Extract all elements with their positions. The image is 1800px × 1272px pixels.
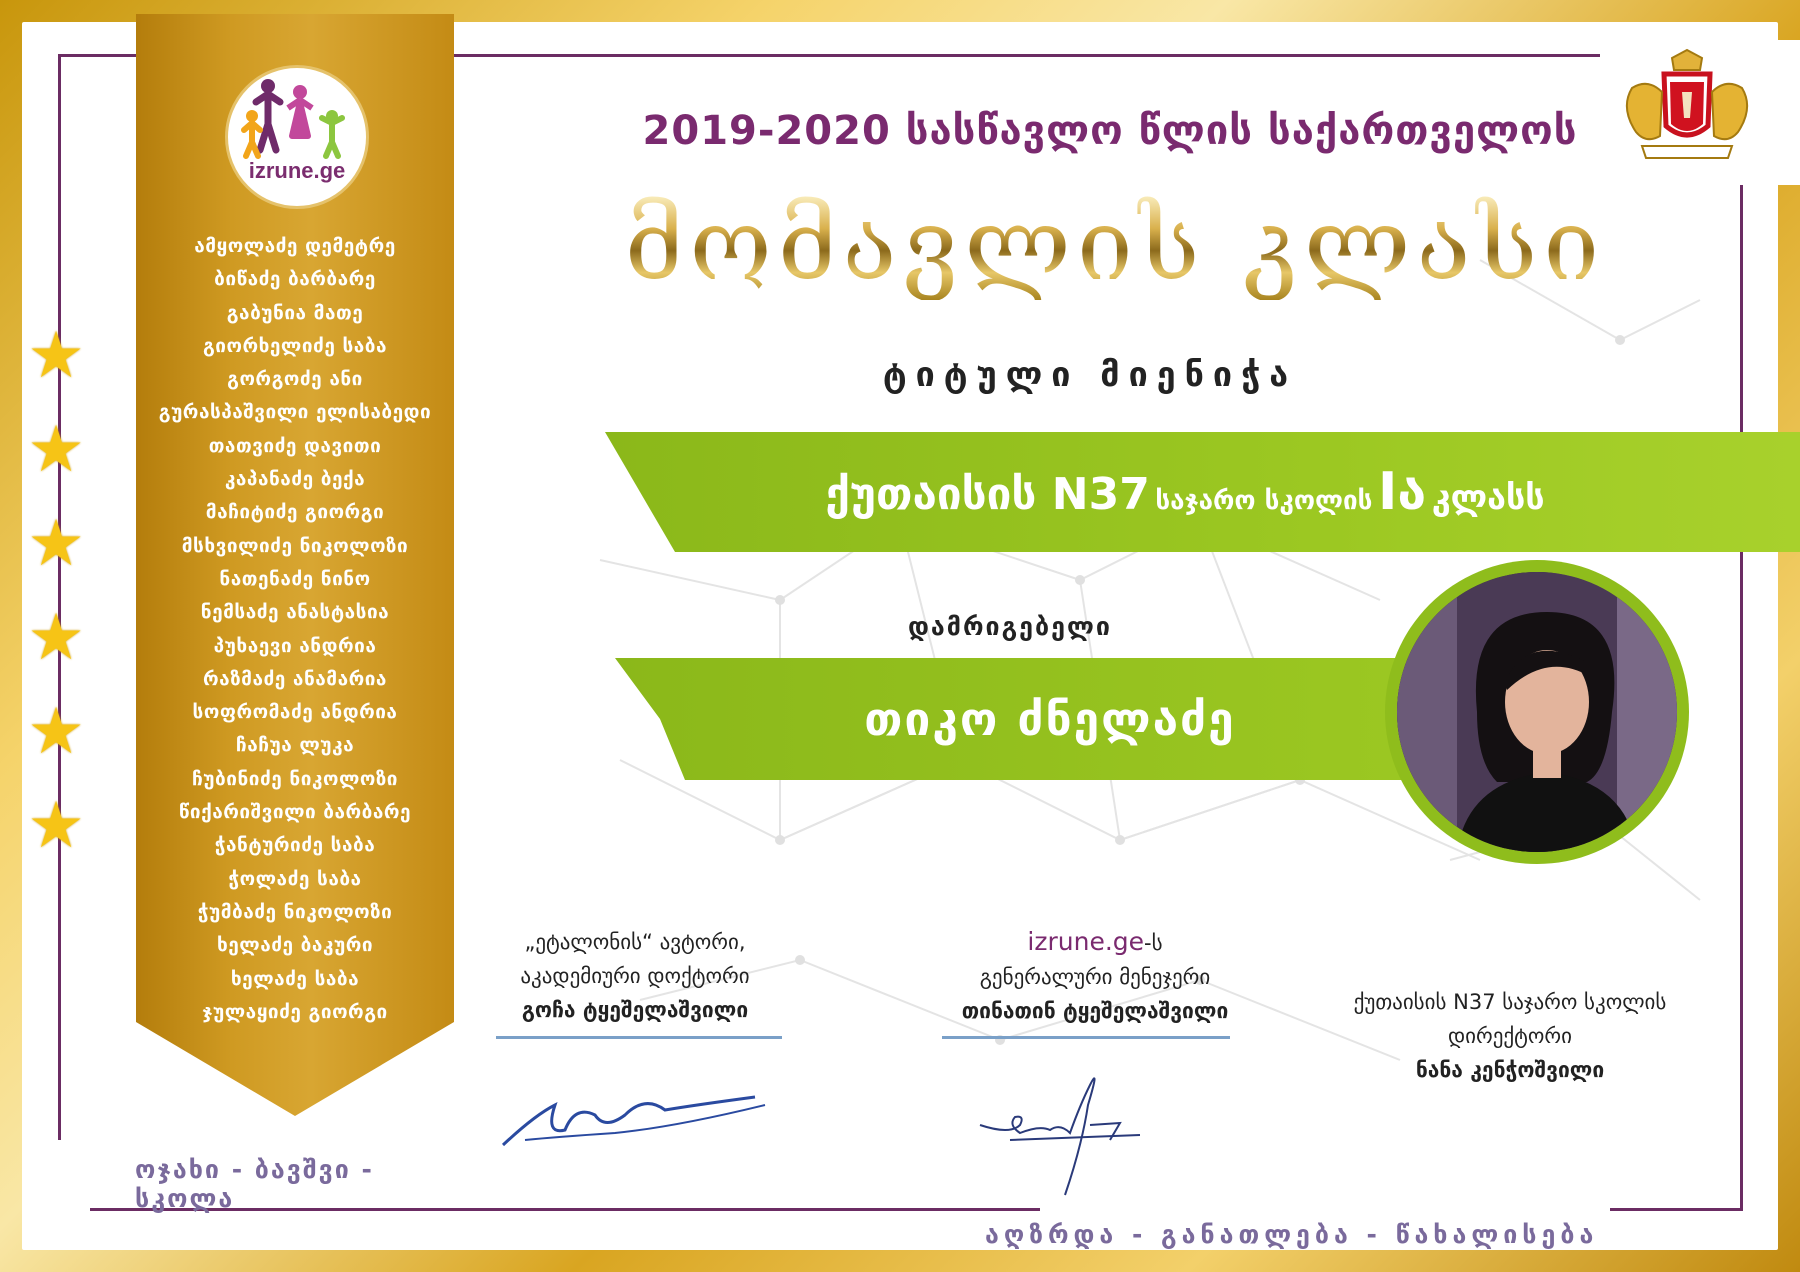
student-name: ჩუბინიძე ნიკოლოზი [192, 767, 398, 790]
signature-line [942, 1036, 1230, 1039]
student-name: ხელაძე ბაკური [216, 934, 374, 957]
student-name: წიქარიშვილი ბარბარე [178, 801, 412, 824]
frame-gap-right-top [1743, 190, 1747, 410]
director-school: ქუთაისის N37 საჯარო სკოლის [1353, 990, 1667, 1014]
year-title: 2019-2020 სასწავლო წლის საქართველოს [642, 108, 1578, 154]
student-name: გაბუნია მათე [226, 301, 364, 324]
manager-name: თინათინ ტყეშელაშვილი [961, 999, 1229, 1023]
handwritten-signature-author [495, 1075, 775, 1155]
school-type: საჯარო სკოლის [1155, 486, 1373, 516]
motto-left: ოჯახი - ბავშვი - სკოლა [135, 1155, 374, 1213]
awarded-label: ტიტული მიენიჭა [882, 355, 1298, 395]
student-name: გურასპაშვილი ელისაბედი [158, 401, 432, 424]
class-name: Iა [1377, 462, 1427, 522]
student-name: ბიწაძე ბარბარე [214, 268, 376, 291]
motto-bottom: აღზრდა - განათლება - წახალისება [985, 1220, 1599, 1249]
author-role: „ეტალონის“ ავტორი, [524, 930, 746, 954]
student-name: გიორხელიძე საბა [202, 334, 388, 357]
logo-text: izrune.ge [248, 158, 346, 183]
brand-name: izrune.ge [1027, 927, 1145, 956]
student-name: სოფრომაძე ანდრია [192, 701, 398, 724]
frame-gap-bottom-left [40, 1140, 90, 1220]
star-icon: ★ [27, 695, 85, 769]
student-name: ნემსაძე ანასტასია [200, 601, 390, 624]
student-name: გორგოძე ანი [227, 368, 363, 391]
student-name: ამყოლაძე დემეტრე [194, 235, 396, 257]
handwritten-signature-manager [970, 1045, 1170, 1205]
brand-suffix: -ს [1144, 931, 1163, 955]
student-name: ჭოლაძე საბა [228, 867, 362, 890]
student-name: ხელაძე საბა [230, 967, 360, 990]
student-name: მსხვილიძე ნიკოლოზი [181, 534, 409, 557]
manager-role: გენერალური მენეჯერი [979, 965, 1211, 989]
signature-block-director [1320, 985, 1700, 1087]
student-name: ჭუმბაძე ნიკოლოზი [197, 900, 393, 923]
student-name: ნათენაძე ნინო [219, 567, 371, 590]
student-name: კაპანაძე ბექა [224, 468, 366, 491]
izrune-logo [225, 65, 369, 209]
teacher-label: დამრიგებელი [908, 612, 1112, 641]
school-city-number: ქუთაისის N37 [825, 469, 1150, 520]
student-name: მაჩიტიძე გიორგი [205, 501, 385, 524]
student-name: პუხაევი ანდრია [213, 634, 377, 657]
school-text [700, 432, 1670, 552]
author-name: გოჩა ტყეშელაშვილი [521, 998, 749, 1022]
student-list [136, 230, 454, 1029]
student-name: რაზმაძე ანამარია [203, 667, 387, 690]
frame-gap-right-mid [1743, 540, 1747, 800]
teacher-portrait-image [1397, 572, 1677, 852]
teacher-name: თიკო ძნელაძე [864, 692, 1236, 746]
student-name: ჯულაყიძე გიორგი [202, 1000, 388, 1023]
director-role: დირექტორი [1447, 1024, 1573, 1048]
star-icon: ★ [27, 789, 85, 863]
star-icon: ★ [27, 413, 85, 487]
class-word: კლასს [1431, 478, 1545, 518]
signature-line [496, 1036, 782, 1039]
star-icon: ★ [27, 601, 85, 675]
student-name: თათვიძე დავითი [208, 434, 382, 457]
main-title: მომავლის კლასი [560, 190, 1670, 300]
star-icon: ★ [27, 319, 85, 393]
signature-block-author [480, 925, 790, 1027]
author-degree: აკადემიური დოქტორი [520, 964, 750, 988]
director-name: ნანა კენჭოშვილი [1415, 1058, 1605, 1082]
family-figures-icon [228, 72, 366, 162]
teacher-photo [1397, 572, 1677, 852]
student-name: ჩაჩუა ლუკა [235, 734, 355, 757]
student-name: ჭანტურიძე საბა [214, 834, 376, 857]
signature-block-manager [930, 925, 1260, 1028]
coat-of-arms-icon [1612, 48, 1762, 168]
star-icon: ★ [27, 507, 85, 581]
